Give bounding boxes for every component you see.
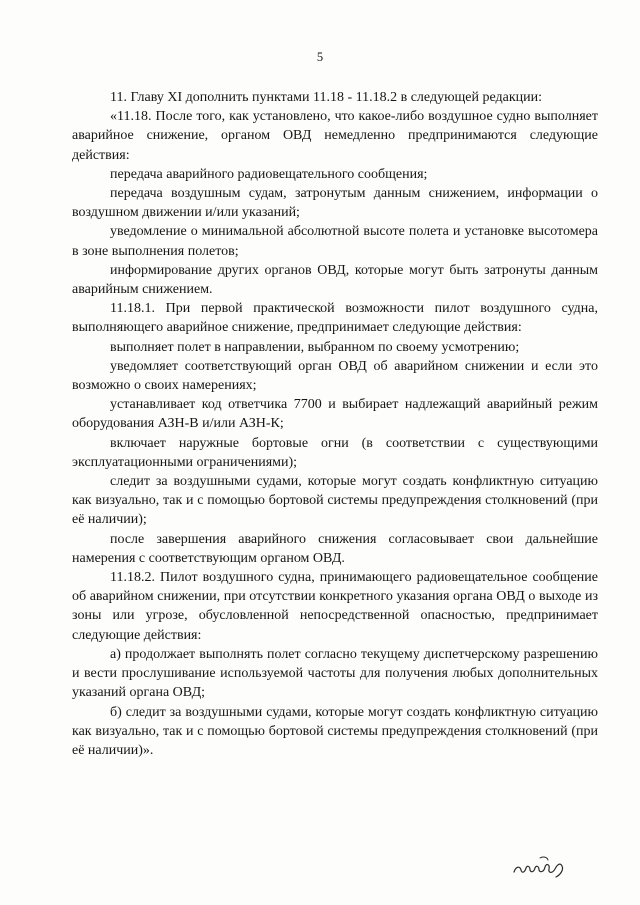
paragraph-item-broadcast: передача аварийного радиовещательного сообщения; <box>110 166 428 182</box>
paragraph-item-notify: уведомляет соответствующий орган ОВД об аварийном снижении и если это возможно о своих намерениях; <box>72 358 598 394</box>
paragraph-item-lights: включает наружные бортовые огни (в соответствии с существующими эксплуатационными ограничениями); <box>72 435 598 470</box>
paragraph-item-coordinate: после завершения аварийного снижения согласовывает свои дальнейшие намерения с соответствующим органом ОВД. <box>72 531 598 566</box>
paragraph-item-min-altitude: уведомление о минимальной абсолютной высоте полета и установке высотомера в зоне выполнения полетов; <box>72 224 598 259</box>
paragraph-item-watch-traffic: следит за воздушными судами, которые могут создать конфликтную ситуацию как визуально, так и с помощью бортовой системы предупреждения столкновений (при её наличии); <box>72 474 598 528</box>
paragraph-item-b: б) следит за воздушными судами, которые могут создать конфликтную ситуацию как визуально, так и с помощью бортовой системы предупреждения столкновений (при её наличии)». <box>72 704 598 758</box>
paragraph-11-18-2: 11.18.2. Пилот воздушного судна, принимающего радиовещательное сообщение об аварийном снижении, при отсутствии конкретного указания органа ОВД о выходе из зоны или угрозе, обусловленной непосредственной опасностью, предпринимает следующие действия: <box>72 570 598 643</box>
paragraph-item-a: а) продолжает выполнять полет согласно текущему диспетчерскому разрешению и вести прослушивание используемой частоты для получения любых дополнительных указаний органа ОВД; <box>72 646 598 701</box>
paragraph-item-direction: выполняет полет в направлении, выбранном по своему усмотрению; <box>110 339 520 355</box>
document-body <box>72 88 598 760</box>
paragraph-item-inform-atc: информирование других органов ОВД, которые могут быть затронуты данным аварийным снижением. <box>72 262 598 298</box>
paragraph-11-18: «11.18. После того, как установлено, что какое-либо воздушное судно выполняет аварийное снижение, органом ОВД немедленно предпринимаются следующие действия: <box>72 109 598 163</box>
paragraph-11-18-1: 11.18.1. При первой практической возможности пилот воздушного судна, выполняющего аварийное снижение, предпринимает следующие действия: <box>72 301 598 336</box>
paragraph-item-transponder: устанавливает код ответчика 7700 и выбирает надлежащий аварийный режим оборудования АЗН-В и/или АЗН-К; <box>72 397 598 432</box>
page-number: 5 <box>316 50 324 64</box>
paragraph-amendment-intro: 11. Главу XI дополнить пунктами 11.18 - 11.18.2 в следующей редакции: <box>110 90 543 105</box>
paragraph-item-traffic-info: передача воздушным судам, затронутым данным снижением, информации о воздушном движении и/или указаний; <box>72 186 598 221</box>
handwritten-initials-icon <box>510 848 570 882</box>
